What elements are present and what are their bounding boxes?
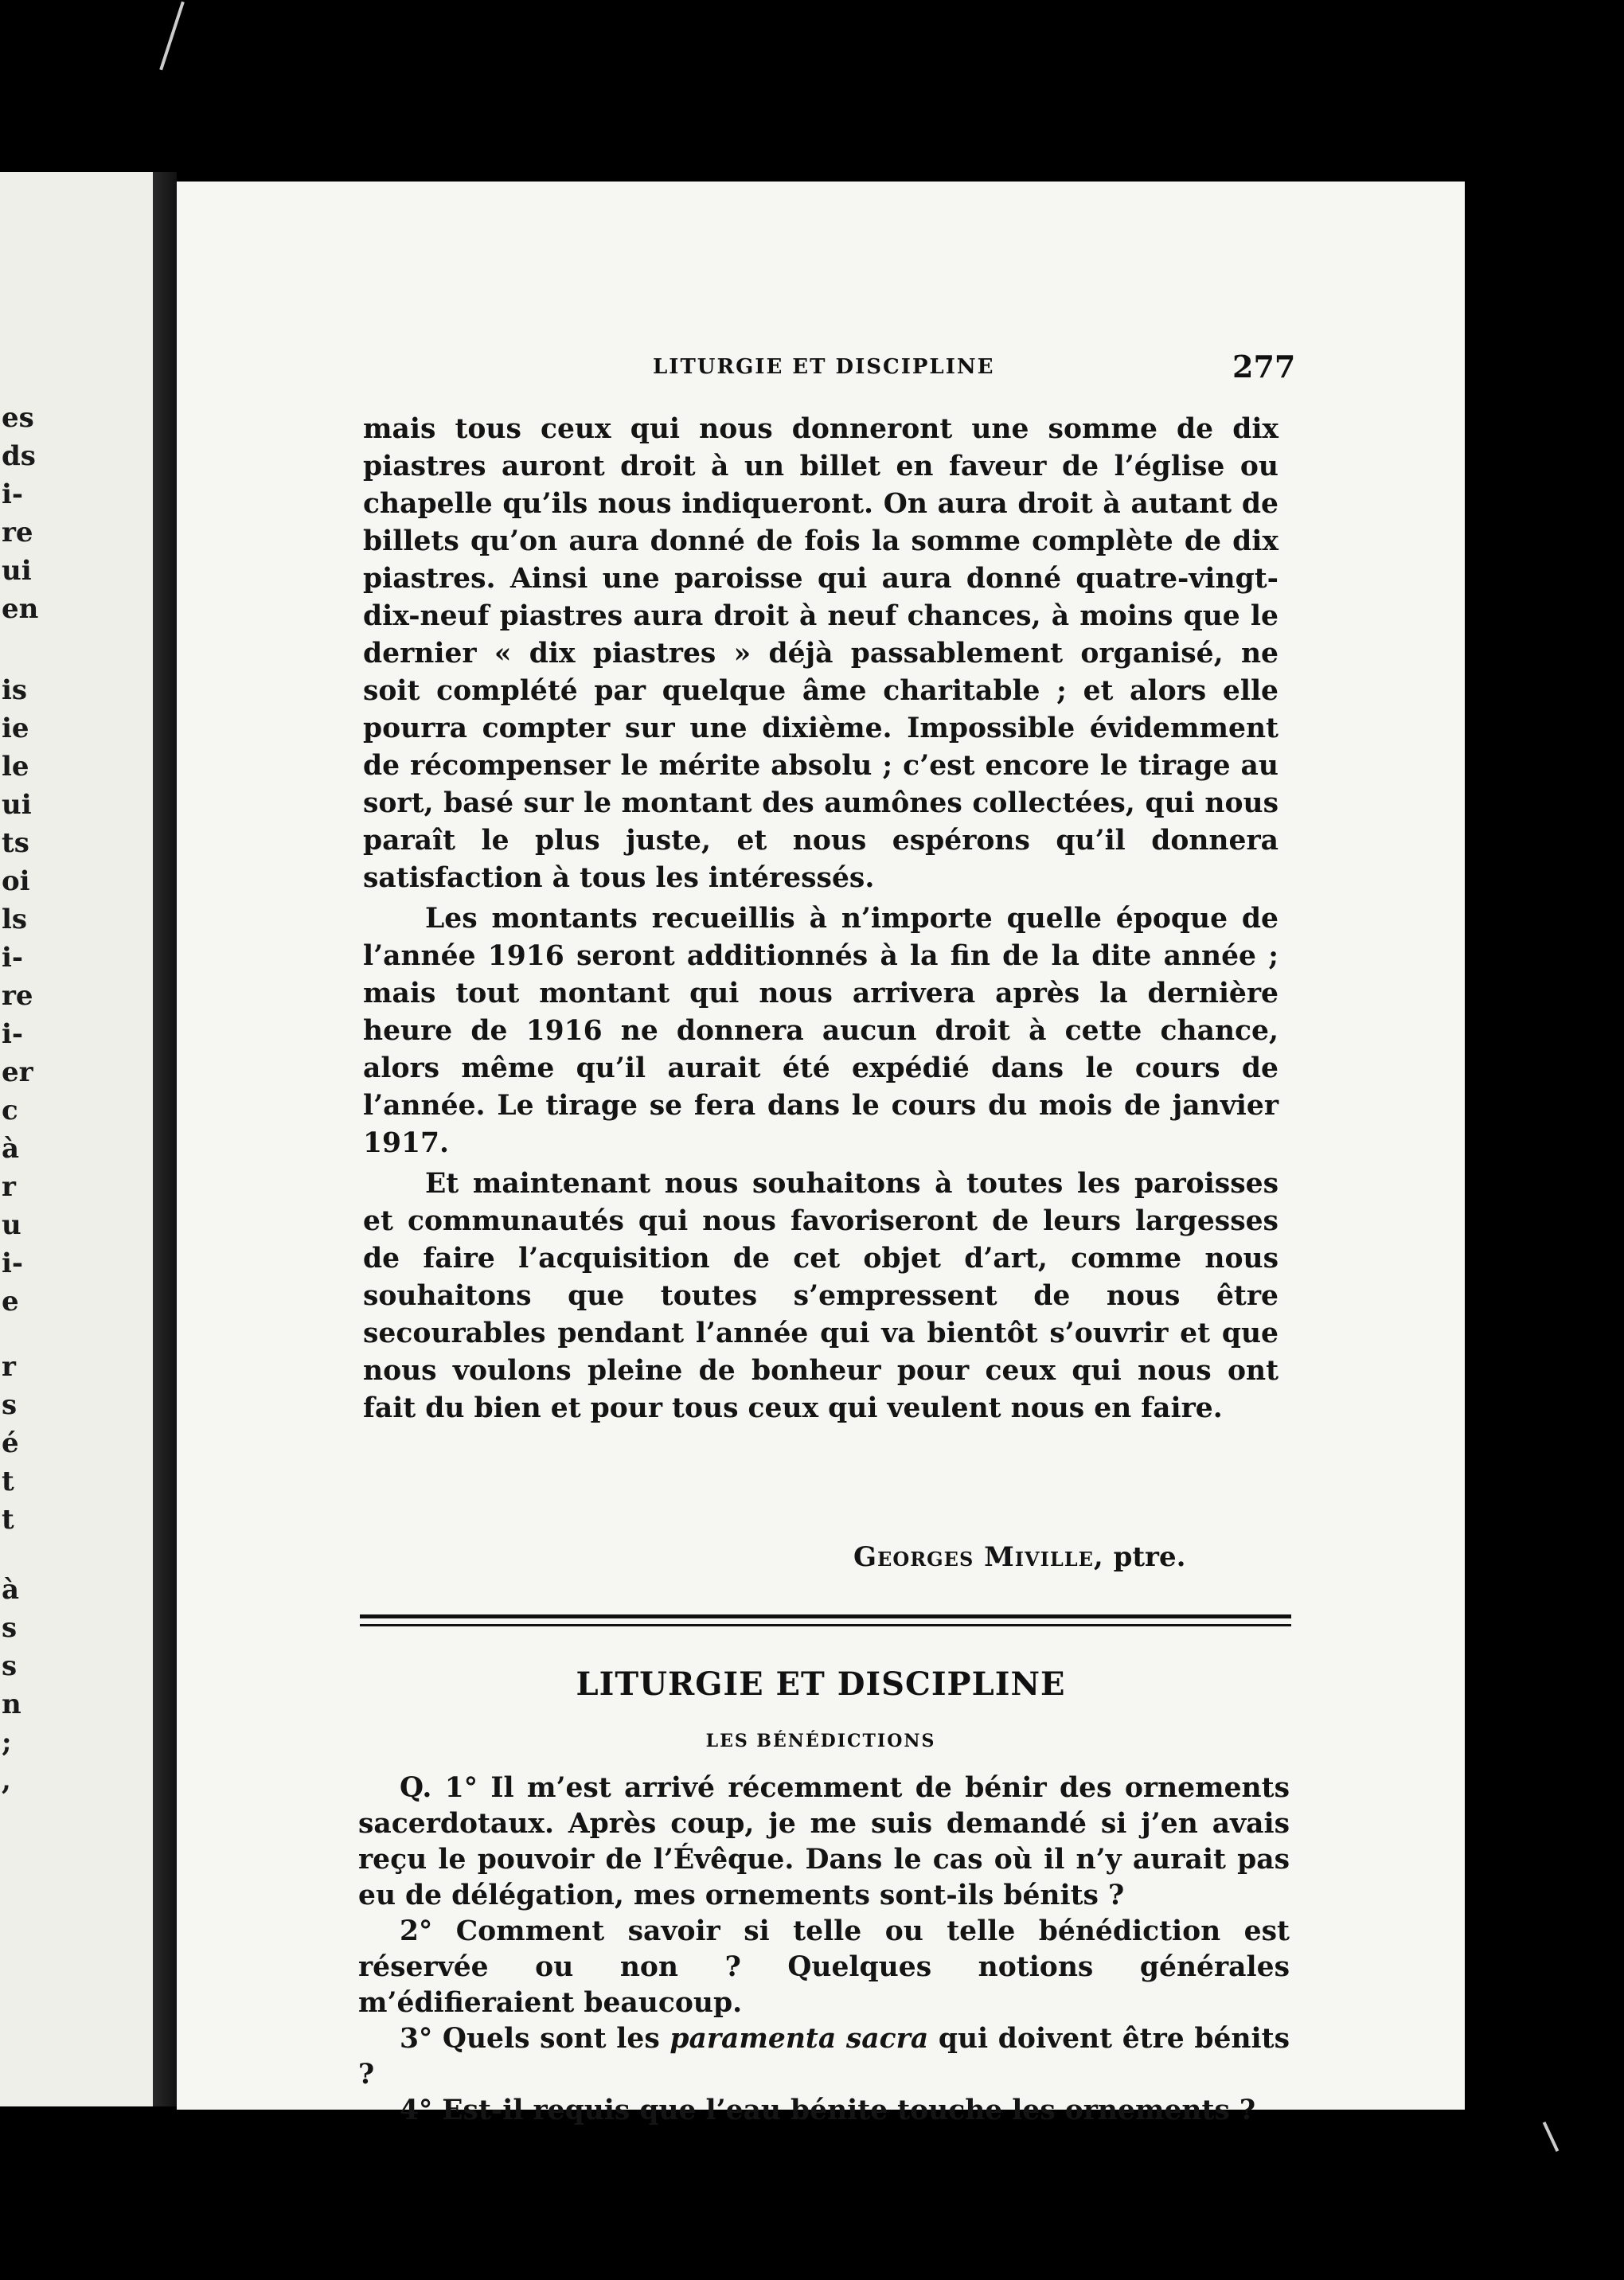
left-fragment: i-	[2, 1247, 24, 1279]
paragraph: mais tous ceux qui nous donneront une somme de dix piastres auront droit à un billet en faveur de l’église ou chapelle qu’ils nous indiqueront. On aura droit à autant de billets qu’on aura donné de fois la somme complète de dix piastres. Ainsi une paroisse qui aura donné quatre-vingt-dix-neuf piastres aura droit à neuf chances, à moins que le dernier « dix piastres » déjà passablement organisé, ne soit complété par quelque âme charitable ; et alors elle pourra compter sur une dixième. Impossible évidemment de récompenser le mérite absolu ; c’est encore le tirage au sort, basé sur le montant des aumônes collectées, qui nous paraît le plus juste, et nous espérons qu’il donnera satisfaction à tous les intéressés.	[363, 413, 1279, 894]
question-2: 2° Comment savoir si telle ou telle bénédiction est réservée ou non ? Quelques notions générales m’édifieraient beaucoup.	[358, 1915, 1290, 2019]
section-rule-top	[360, 1614, 1291, 1618]
left-fragment: s	[2, 1389, 18, 1421]
article-body	[363, 411, 1279, 1431]
running-head: LITURGIE ET DISCIPLINE	[653, 355, 995, 379]
left-fragment: re	[2, 980, 33, 1012]
left-fragment: le	[2, 751, 29, 783]
document-page	[177, 182, 1465, 2126]
left-fragment: i-	[2, 478, 24, 510]
question-3-italic: paramenta sacra	[670, 2023, 929, 2055]
left-fragment: t	[2, 1504, 14, 1536]
left-fragment: s	[2, 1612, 18, 1644]
scan-artifact	[1543, 2122, 1560, 2152]
left-fragment: e	[2, 1286, 19, 1318]
signature-name: Georges Miville,	[853, 1541, 1104, 1573]
left-fragment: ,	[2, 1765, 11, 1797]
question-1: Q. 1° Il m’est arrivé récemment de bénir des ornements sacerdotaux. Après coup, je me suis demandé si j’en avais reçu le pouvoir de l’Évêque. Dans le cas où il n’y aurait pas eu de délégation, mes ornements sont-ils bénits ?	[358, 1772, 1290, 1911]
left-fragment: ui	[2, 789, 32, 821]
left-fragment: i-	[2, 942, 24, 974]
question-3-end: qui doivent être bénits ?	[358, 2023, 1290, 2091]
left-fragment: é	[2, 1427, 19, 1459]
left-fragment: es	[2, 402, 34, 434]
signature	[853, 1541, 1185, 1573]
left-fragment: is	[2, 674, 28, 706]
left-fragment: ds	[2, 440, 36, 472]
left-fragment: re	[2, 517, 33, 549]
question-4: 4° Est-il requis que l’eau bénite touche les ornements ?	[400, 2095, 1256, 2126]
question-3-start: 3° Quels sont les	[400, 2023, 670, 2055]
left-fragment: r	[2, 1351, 16, 1383]
left-fragment: r	[2, 1171, 16, 1203]
left-fragment: à	[2, 1133, 20, 1165]
subsection-title: LES BÉNÉDICTIONS	[705, 1731, 936, 1751]
left-fragment: ;	[2, 1727, 12, 1759]
left-fragment: c	[2, 1095, 18, 1126]
left-fragment: ie	[2, 712, 29, 744]
left-fragment: u	[2, 1209, 21, 1241]
left-fragment: i-	[2, 1018, 24, 1050]
left-fragment: oi	[2, 865, 30, 897]
question-3	[358, 2021, 1290, 2093]
paragraph: Et maintenant nous souhaitons à toutes les paroisses et communautés qui nous favoriseront de leurs largesses de faire l’acquisition de cet objet d’art, comme nous souhaitons que toutes s’empressent de nous être secourables pendant l’année qui va bientôt s’ouvrir et que nous voulons pleine de bonheur pour ceux qui nous ont fait du bien et pour tous ceux qui veulent nous en faire.	[363, 1168, 1279, 1424]
scan-artifact	[159, 2, 185, 71]
page-number: 277	[1232, 349, 1296, 385]
left-fragment: ui	[2, 555, 32, 587]
questions-block	[358, 1771, 1290, 2129]
gutter-shadow	[153, 172, 177, 2106]
paragraph: Les montants recueillis à n’importe quelle époque de l’année 1916 seront additionnés à la fin de la dite année ; mais tout montant qui nous arrivera après la dernière heure de 1916 ne donnera aucun droit à cette chance, alors même qu’il aurait été expédié dans le cours de l’année. Le tirage se fera dans le cours du mois de janvier 1917.	[363, 903, 1279, 1159]
left-page-edge	[0, 172, 153, 2106]
left-fragment: n	[2, 1689, 21, 1720]
section-title: LITURGIE ET DISCIPLINE	[576, 1665, 1066, 1703]
left-fragment: s	[2, 1650, 18, 1682]
left-fragment: er	[2, 1056, 33, 1088]
left-fragment: ts	[2, 827, 29, 859]
section-rule-bottom	[360, 1624, 1291, 1626]
left-fragment: t	[2, 1466, 14, 1497]
signature-title: ptre.	[1113, 1541, 1186, 1573]
left-fragment: en	[2, 593, 39, 625]
left-fragment: ls	[2, 904, 28, 935]
left-fragment: à	[2, 1574, 20, 1606]
